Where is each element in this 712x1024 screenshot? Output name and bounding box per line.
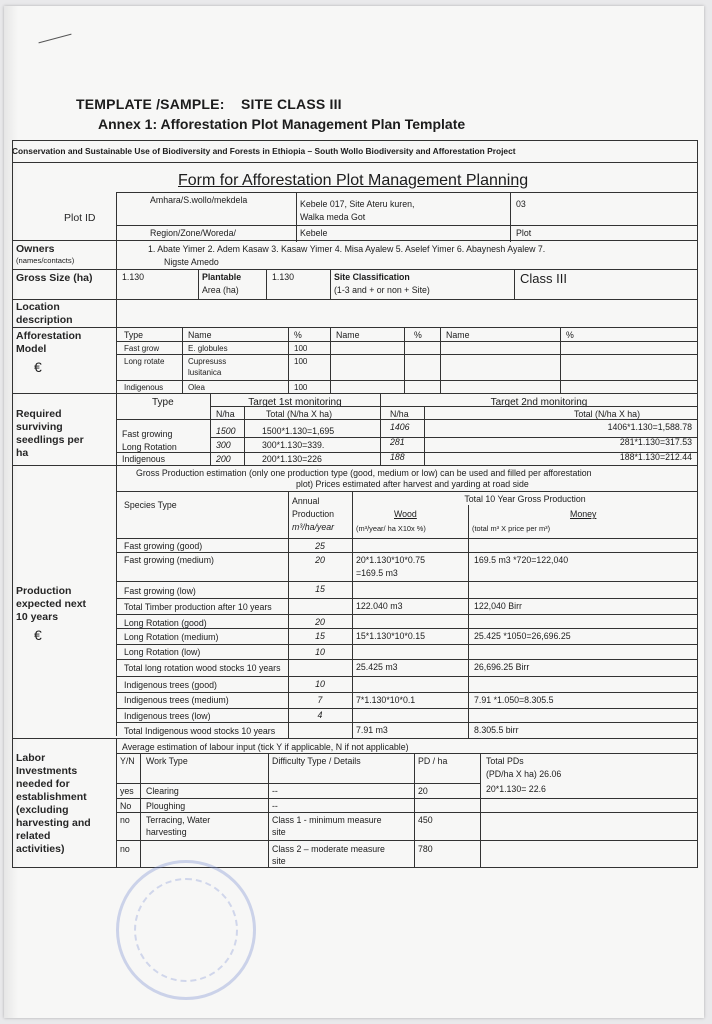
target-1-header: Target 1st monitoring xyxy=(248,397,342,408)
afforestation-model-label: Afforestation xyxy=(16,330,82,342)
production-row-type: Long Rotation (low) xyxy=(124,647,201,657)
gross-size-label: Gross Size (ha) xyxy=(16,272,93,284)
plot-label: Plot xyxy=(516,228,532,238)
surviving-label-4: ha xyxy=(16,447,29,459)
official-stamp-inner xyxy=(134,878,238,982)
labor-label-7: related xyxy=(16,830,51,842)
production-row-wood: 25.425 m3 xyxy=(356,662,398,672)
site-class-label: Site Classification xyxy=(334,272,410,282)
production-row-wood-2: =169.5 m3 xyxy=(356,568,398,578)
labor-row-diff: Class 1 - minimum measure xyxy=(272,815,382,825)
gross-size-value: 1.130 xyxy=(122,272,145,282)
production-row-type: Fast growing (low) xyxy=(124,586,196,596)
labor-row-work: Clearing xyxy=(146,786,179,796)
surviving-row-n2: 188 xyxy=(390,452,405,462)
owners-line-2: Nigste Amedo xyxy=(164,257,219,267)
production-row-money: 25.425 *1050=26,696.25 xyxy=(474,631,571,641)
surviving-row-t1: 200*1.130=226 xyxy=(262,454,322,464)
labor-note: Average estimation of labour input (tick Y if applicable, N if not applicable) xyxy=(122,742,409,752)
labor-header-total-2: (PD/ha X ha) 26.06 xyxy=(486,769,562,779)
production-row-wood: 122.040 m3 xyxy=(356,601,403,611)
surviving-label-1: Required xyxy=(16,408,62,420)
labor-label-5: (excluding xyxy=(16,804,69,816)
model-row-pct: 100 xyxy=(294,357,308,366)
labor-label-6: harvesting and xyxy=(16,817,91,829)
plot-value: 03 xyxy=(516,199,526,209)
model-row-name: Cupresuss xyxy=(188,357,227,366)
labor-header-work: Work Type xyxy=(146,756,188,766)
model-header-name-2: Name xyxy=(336,330,360,340)
wood-header: Wood xyxy=(394,509,417,519)
owners-sublabel: (names/contacts) xyxy=(16,256,75,265)
site-class-value: Class III xyxy=(520,271,567,286)
production-row-annual: 4 xyxy=(317,710,323,720)
form-title: Form for Afforestation Plot Management Planning xyxy=(178,172,529,189)
afforestation-model-sublabel: Model xyxy=(16,343,47,355)
production-row-type: Indigenous trees (low) xyxy=(124,711,211,721)
surviving-row-n1: 200 xyxy=(216,454,231,464)
labor-row-diff: Class 2 – moderate measure xyxy=(272,844,385,854)
total-production-header: Total 10 Year Gross Production xyxy=(464,494,586,504)
money-header: Money xyxy=(570,509,597,519)
labor-row-diff: -- xyxy=(272,786,278,796)
money-subheader: (total m³ X price per m³) xyxy=(472,524,551,533)
handwritten-mark: € xyxy=(34,359,42,375)
surviving-row-t2: 281*1.130=317.53 xyxy=(619,437,692,447)
labor-header-total: Total PDs xyxy=(486,756,524,766)
surviving-label-2: surviving xyxy=(16,421,63,433)
production-row-type: Fast growing (medium) xyxy=(124,555,214,565)
surviving-type-header: Type xyxy=(152,397,174,408)
production-row-annual: 10 xyxy=(315,647,325,657)
owners-label: Owners xyxy=(16,243,55,255)
model-row-name: Olea xyxy=(188,383,205,392)
labor-header-difficulty: Difficulty Type / Details xyxy=(272,756,361,766)
production-row-annual: 25 xyxy=(315,541,325,551)
production-row-type: Long Rotation (medium) xyxy=(124,632,219,642)
region-value: Amhara/S.wollo/mekdela xyxy=(150,195,248,205)
surviving-row-n2: 1406 xyxy=(390,422,410,432)
production-row-wood: 7*1.130*10*0.1 xyxy=(356,695,416,705)
model-row-pct: 100 xyxy=(294,383,308,392)
kebele-value-2: Walka meda Got xyxy=(300,212,366,222)
labor-row-diff-2: site xyxy=(272,856,286,866)
labor-row-pd: 780 xyxy=(418,844,433,854)
production-row-wood: 15*1.130*10*0.15 xyxy=(356,631,425,641)
species-type-header: Species Type xyxy=(124,500,177,510)
labor-row-diff: -- xyxy=(272,801,278,811)
template-heading: TEMPLATE /SAMPLE: SITE CLASS III xyxy=(76,96,342,112)
annex-heading: Annex 1: Afforestation Plot Management Plan Template xyxy=(98,116,466,132)
surviving-row-type: Indigenous xyxy=(122,454,166,464)
production-row-type: Indigenous trees (good) xyxy=(124,680,217,690)
surviving-label-3: seedlings per xyxy=(16,434,84,446)
production-row-money: 122,040 Birr xyxy=(474,601,522,611)
labor-row-yn: yes xyxy=(120,786,134,796)
model-header-pct-1: % xyxy=(294,330,302,340)
production-label-1: Production xyxy=(16,585,72,597)
production-row-annual: 20 xyxy=(315,555,325,565)
plantable-sublabel: Area (ha) xyxy=(202,285,239,295)
labor-row-pd: 450 xyxy=(418,815,433,825)
model-header-pct-2: % xyxy=(414,330,422,340)
surviving-row-n1: 1500 xyxy=(216,426,236,436)
model-header-name-1: Name xyxy=(188,330,212,340)
production-row-type: Indigenous trees (medium) xyxy=(124,695,229,705)
document-page xyxy=(4,6,704,1018)
annual-production-unit: m³/ha/year xyxy=(292,522,335,532)
location-sublabel: description xyxy=(16,314,73,326)
t1-total-header: Total (N/ha X ha) xyxy=(266,409,333,419)
production-row-type: Total long rotation wood stocks 10 years xyxy=(124,663,281,673)
labor-row-yn: no xyxy=(120,815,130,825)
plantable-label: Plantable xyxy=(202,272,242,282)
labor-row-pd: 20 xyxy=(418,786,428,796)
site-class-sublabel: (1-3 and + or non + Site) xyxy=(334,285,430,295)
production-note-2: plot) Prices estimated after harvest and yarding at road side xyxy=(296,479,529,489)
labor-row-work: Terracing, Water xyxy=(146,815,211,825)
plot-id-label: Plot ID xyxy=(64,212,96,224)
production-row-wood: 20*1.130*10*0.75 xyxy=(356,555,425,565)
t1-nha-header: N/ha xyxy=(216,409,235,419)
surviving-row-n1: 300 xyxy=(216,440,231,450)
kebele-value: Kebele 017, Site Ateru kuren, xyxy=(300,199,415,209)
labor-label-2: Investments xyxy=(16,765,78,777)
t2-total-header: Total (N/ha X ha) xyxy=(574,409,641,419)
annual-production-header-2: Production xyxy=(292,509,335,519)
labor-row-total: 20*1.130= 22.6 xyxy=(486,784,546,794)
production-row-wood: 7.91 m3 xyxy=(356,725,388,735)
surviving-row-n2: 281 xyxy=(390,437,405,447)
production-row-money: 8.305.5 birr xyxy=(474,725,519,735)
production-note-1: Gross Production estimation (only one production type (good, medium or low) can be used and filled per afforestation xyxy=(136,468,592,478)
project-title: Conservation and Sustainable Use of Biodiversity and Forests in Ethiopia – South Wollo Biodiversity and Afforestation Project xyxy=(12,146,516,156)
pen-mark xyxy=(38,34,71,44)
surviving-row-t1: 300*1.130=339. xyxy=(262,440,325,450)
surviving-row-t1: 1500*1.130=1,695 xyxy=(262,426,335,436)
production-row-annual: 15 xyxy=(315,584,325,594)
target-2-header: Target 2nd monitoring xyxy=(490,397,588,408)
handwritten-mark-2: € xyxy=(34,627,42,643)
labor-row-work-2: harvesting xyxy=(146,827,187,837)
kebele-label: Kebele xyxy=(300,228,328,238)
model-row-type: Long rotate xyxy=(124,357,165,366)
model-header-pct-3: % xyxy=(566,330,574,340)
wood-subheader: (m³/year/ ha X10x %) xyxy=(356,524,426,533)
labor-label-8: activities) xyxy=(16,843,65,855)
production-row-money: 26,696.25 Birr xyxy=(474,662,530,672)
model-header-name-3: Name xyxy=(446,330,470,340)
plantable-value: 1.130 xyxy=(272,272,295,282)
surviving-row-t2: 1406*1.130=1,588.78 xyxy=(607,422,692,432)
labor-header-pd: PD / ha xyxy=(418,756,448,766)
owners-line-1: 1. Abate Yimer 2. Adem Kasaw 3. Kasaw Yimer 4. Misa Ayalew 5. Aselef Yimer 6. Abaynesh Ayalew 7. xyxy=(148,244,546,254)
labor-row-yn: no xyxy=(120,844,130,854)
production-row-money: 7.91 *1.050=8.305.5 xyxy=(474,695,554,705)
model-row-name-2: lusitanica xyxy=(188,368,222,377)
production-row-type: Long Rotation (good) xyxy=(124,618,207,628)
production-label-2: expected next xyxy=(16,598,87,610)
labor-label-1: Labor xyxy=(16,752,46,764)
surviving-row-t2: 188*1.130=212.44 xyxy=(619,452,692,462)
production-label-3: 10 years xyxy=(16,611,59,623)
labor-label-4: establishment xyxy=(16,791,87,803)
labor-row-work: Ploughing xyxy=(146,801,186,811)
model-row-type: Indigenous xyxy=(124,383,164,392)
production-row-money: 169.5 m3 *720=122,040 xyxy=(474,555,569,565)
region-label: Region/Zone/Woreda/ xyxy=(150,228,236,238)
surviving-row-type: Long Rotation xyxy=(122,442,177,452)
labor-header-yn: Y/N xyxy=(120,756,135,766)
model-header-type: Type xyxy=(124,330,144,340)
production-row-annual: 15 xyxy=(315,631,325,641)
production-row-type: Total Indigenous wood stocks 10 years xyxy=(124,726,276,736)
annual-production-header: Annual xyxy=(292,496,320,506)
model-row-pct: 100 xyxy=(294,344,308,353)
t2-nha-header: N/ha xyxy=(390,409,409,419)
labor-label-3: needed for xyxy=(16,778,70,790)
production-row-type: Total Timber production after 10 years xyxy=(124,602,272,612)
production-row-type: Fast growing (good) xyxy=(124,541,203,551)
location-label: Location xyxy=(16,301,60,313)
production-row-annual: 20 xyxy=(315,617,325,627)
labor-row-yn: No xyxy=(120,801,132,811)
model-row-type: Fast grow xyxy=(124,344,160,353)
labor-row-diff-2: site xyxy=(272,827,286,837)
model-row-name: E. globules xyxy=(188,344,228,353)
surviving-row-type: Fast growing xyxy=(122,429,173,439)
production-row-annual: 10 xyxy=(315,679,325,689)
production-row-annual: 7 xyxy=(317,695,323,705)
